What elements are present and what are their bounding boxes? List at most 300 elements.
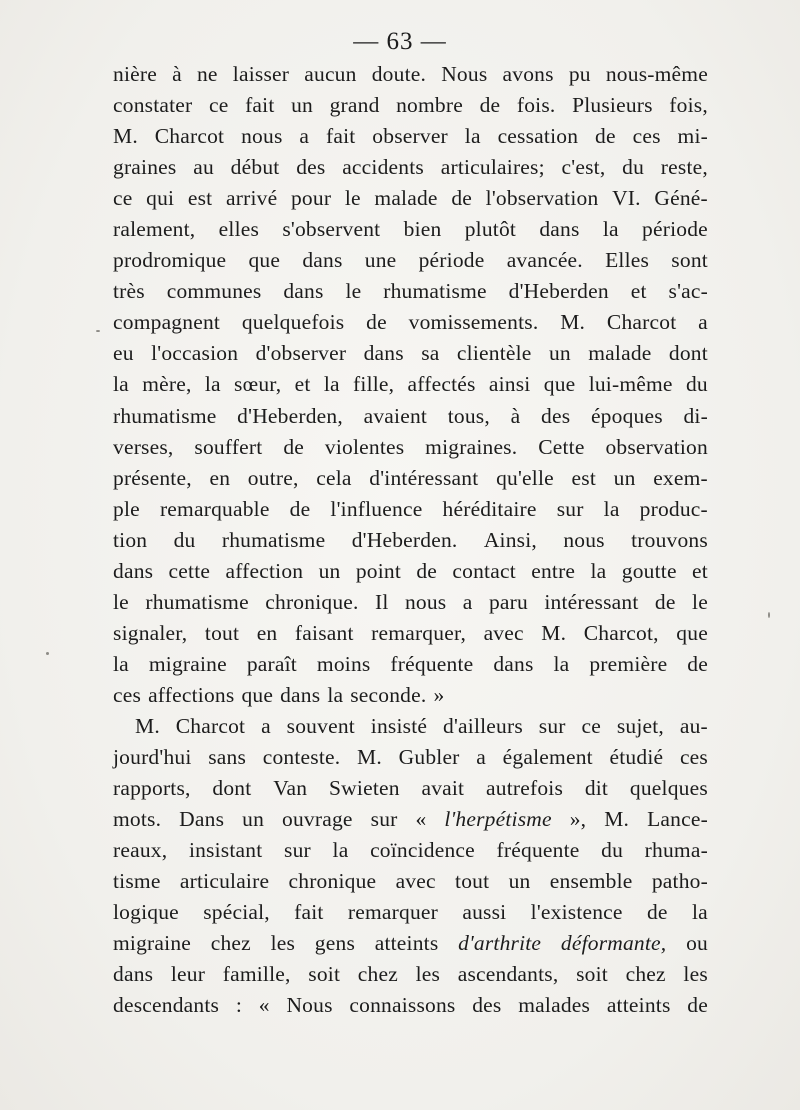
word: la bbox=[602, 217, 619, 242]
word: dans bbox=[493, 651, 534, 676]
word: plutôt bbox=[464, 217, 517, 242]
word: que bbox=[241, 682, 274, 707]
word: quelques bbox=[629, 776, 708, 801]
word: arrivé bbox=[225, 186, 278, 211]
word: pour bbox=[290, 186, 332, 211]
word: pu bbox=[568, 62, 591, 86]
word: nous bbox=[404, 589, 447, 614]
word: de bbox=[646, 900, 668, 925]
text-line bbox=[113, 990, 708, 1021]
text-line bbox=[113, 121, 708, 152]
word: « bbox=[415, 807, 427, 832]
word: Elles bbox=[605, 248, 650, 273]
word: leur bbox=[170, 962, 206, 987]
word: les bbox=[270, 931, 296, 956]
text-line bbox=[113, 649, 708, 680]
word: s'ac- bbox=[668, 279, 708, 304]
word: que bbox=[676, 620, 708, 645]
word: ne bbox=[196, 62, 218, 86]
word: de bbox=[283, 434, 305, 459]
word: dans bbox=[302, 248, 343, 273]
word: la bbox=[553, 651, 570, 676]
word: goutte bbox=[621, 558, 677, 583]
word: au bbox=[193, 155, 214, 180]
word: de bbox=[654, 589, 676, 614]
word: moins bbox=[316, 651, 371, 676]
word: connaissons bbox=[349, 993, 456, 1018]
text-line bbox=[113, 401, 708, 432]
word: atteints bbox=[606, 993, 671, 1018]
word: du bbox=[622, 155, 645, 180]
word: outre, bbox=[247, 465, 299, 490]
word: Il bbox=[375, 589, 389, 614]
word: chronique bbox=[288, 869, 377, 894]
word: sujet, bbox=[616, 713, 665, 738]
word: Géné- bbox=[654, 186, 708, 211]
text-line bbox=[113, 463, 708, 494]
text-line bbox=[113, 928, 708, 959]
word: de bbox=[687, 993, 708, 1018]
word: Nous bbox=[441, 62, 488, 86]
word: malades bbox=[518, 993, 591, 1018]
word: affectés bbox=[407, 372, 476, 397]
page-number: — 63 — bbox=[353, 28, 447, 55]
word: du bbox=[601, 838, 624, 863]
text-line bbox=[113, 773, 708, 804]
word: prodromique bbox=[113, 248, 227, 273]
word: : bbox=[235, 993, 243, 1018]
word: coïncidence bbox=[370, 838, 475, 863]
word: de bbox=[451, 186, 473, 211]
word: ce bbox=[208, 93, 229, 118]
text-line bbox=[113, 59, 708, 90]
word: remarquer, bbox=[371, 620, 467, 645]
word: au- bbox=[679, 713, 708, 738]
word: sur bbox=[538, 713, 566, 738]
word: début bbox=[230, 155, 280, 180]
word: présente, bbox=[113, 465, 192, 490]
word: fait bbox=[325, 124, 356, 149]
word: un bbox=[318, 558, 341, 583]
word: graines bbox=[113, 155, 177, 180]
word: nous bbox=[563, 527, 605, 552]
word: déformante, bbox=[560, 931, 667, 956]
text-line bbox=[113, 90, 708, 121]
word: sur bbox=[284, 838, 311, 863]
word: accidents bbox=[342, 155, 424, 180]
word: a bbox=[476, 745, 486, 770]
word: ascendants, bbox=[457, 962, 559, 987]
word: aucun bbox=[304, 62, 357, 86]
word: rapports, bbox=[113, 776, 191, 801]
word: dit bbox=[584, 776, 609, 801]
text-line bbox=[113, 959, 708, 990]
word: di- bbox=[683, 403, 708, 428]
text-line bbox=[113, 338, 708, 369]
word: fait bbox=[294, 900, 324, 925]
word: d'Heberden bbox=[508, 279, 609, 304]
print-speck bbox=[96, 330, 100, 332]
word: et bbox=[630, 279, 647, 304]
text-line bbox=[113, 245, 708, 276]
text-line bbox=[113, 369, 708, 400]
word: Charcot bbox=[154, 124, 225, 149]
word: ces bbox=[113, 682, 142, 707]
word: cessation bbox=[497, 124, 579, 149]
word: de bbox=[366, 310, 387, 335]
word: « bbox=[258, 993, 270, 1018]
word: très bbox=[113, 279, 145, 304]
word: jourd'hui bbox=[113, 745, 192, 770]
word: avait bbox=[421, 776, 465, 801]
word: rhumatisme bbox=[221, 527, 326, 552]
word: l'herpétisme bbox=[444, 807, 552, 832]
word: et bbox=[294, 372, 311, 397]
word: avancée. bbox=[506, 248, 583, 273]
word: ce bbox=[113, 186, 133, 211]
word: les bbox=[415, 962, 441, 987]
word: clientèle bbox=[456, 341, 532, 366]
word: l'existence bbox=[530, 900, 623, 925]
text-line bbox=[113, 276, 708, 307]
word: famille, bbox=[222, 962, 291, 987]
word: grand bbox=[329, 93, 380, 118]
text-line bbox=[113, 897, 708, 928]
word: des bbox=[296, 155, 326, 180]
word: nous-même bbox=[605, 62, 708, 86]
word: le bbox=[692, 589, 708, 614]
word: Nous bbox=[286, 993, 333, 1018]
word: un bbox=[291, 93, 313, 118]
print-speck bbox=[768, 612, 770, 618]
word: patho- bbox=[651, 869, 708, 894]
word: à bbox=[510, 403, 521, 428]
word: quelquefois bbox=[241, 310, 345, 335]
word: mère, bbox=[142, 372, 192, 397]
word: compagnent bbox=[113, 310, 221, 335]
word: elles bbox=[218, 217, 260, 242]
word: d'Heberden. bbox=[351, 527, 458, 552]
word: violentes bbox=[324, 434, 405, 459]
word: époques bbox=[590, 403, 663, 428]
word: un bbox=[242, 807, 265, 832]
word: sans bbox=[208, 745, 247, 770]
word: la bbox=[464, 124, 481, 149]
word: ces bbox=[679, 745, 708, 770]
word: la bbox=[204, 372, 221, 397]
word: de bbox=[479, 93, 501, 118]
word: et bbox=[692, 558, 708, 583]
word: constater bbox=[113, 93, 193, 118]
word: Charcot bbox=[606, 310, 677, 335]
word: soit bbox=[308, 962, 341, 987]
word: également bbox=[502, 745, 593, 770]
word: articulaire bbox=[179, 869, 270, 894]
print-speck bbox=[46, 652, 49, 655]
word: que bbox=[248, 248, 281, 273]
word: les bbox=[683, 962, 708, 987]
word: sont bbox=[671, 248, 708, 273]
word: malade bbox=[588, 341, 652, 366]
word: fréquente bbox=[496, 838, 580, 863]
word: reste, bbox=[660, 155, 708, 180]
word: de bbox=[595, 124, 616, 149]
word: Van bbox=[273, 776, 308, 801]
word: a bbox=[261, 713, 271, 738]
word: d'intéressant bbox=[369, 465, 479, 490]
word: qui bbox=[146, 186, 175, 211]
word: la bbox=[332, 838, 349, 863]
word: insistant bbox=[188, 838, 263, 863]
word: chez bbox=[357, 962, 398, 987]
word: Swieten bbox=[329, 776, 400, 801]
word: laisser bbox=[232, 62, 290, 86]
word: fait bbox=[245, 93, 275, 118]
word: ple bbox=[113, 496, 140, 521]
text-line bbox=[113, 494, 708, 525]
word: atteints bbox=[374, 931, 439, 956]
text-line bbox=[113, 307, 708, 338]
word: reaux, bbox=[113, 838, 168, 863]
word: migraines. bbox=[425, 434, 518, 459]
word: intéressant bbox=[544, 589, 639, 614]
word: étudié bbox=[609, 745, 664, 770]
word: ces bbox=[632, 124, 661, 149]
word: migraine bbox=[113, 931, 192, 956]
text-line bbox=[113, 742, 708, 773]
word: conteste. bbox=[262, 745, 341, 770]
word: chronique. bbox=[265, 589, 359, 614]
word: d'observer bbox=[255, 341, 347, 366]
word: M. bbox=[135, 713, 160, 738]
word: vomissements. bbox=[408, 310, 539, 335]
word: faisant bbox=[294, 620, 354, 645]
word: d'Heberden, bbox=[237, 403, 343, 428]
text-line bbox=[113, 804, 708, 835]
word: s'observent bbox=[282, 217, 381, 242]
word: ou bbox=[686, 931, 708, 956]
word: souffert bbox=[194, 434, 263, 459]
word: dans bbox=[280, 682, 321, 707]
word: affection bbox=[225, 558, 304, 583]
word: ensemble bbox=[549, 869, 633, 894]
word: remarquable bbox=[159, 496, 270, 521]
word: c'est, bbox=[561, 155, 606, 180]
word: tion bbox=[113, 527, 148, 552]
word: M. bbox=[604, 807, 630, 832]
word: insisté bbox=[370, 713, 428, 738]
word: M. bbox=[113, 124, 138, 149]
word: de bbox=[289, 496, 311, 521]
word: descendants bbox=[113, 993, 220, 1018]
word: période bbox=[418, 248, 485, 273]
word: la bbox=[691, 900, 708, 925]
body-text bbox=[113, 59, 708, 1021]
word: le bbox=[113, 589, 129, 614]
word: fréquente bbox=[390, 651, 474, 676]
word: avaient bbox=[363, 403, 428, 428]
word: lui-même bbox=[588, 372, 673, 397]
word: le bbox=[344, 186, 361, 211]
text-line bbox=[113, 556, 708, 587]
word: sœur, bbox=[234, 372, 282, 397]
word: une bbox=[364, 248, 397, 273]
word: de bbox=[687, 651, 708, 676]
word: de bbox=[416, 558, 438, 583]
word: à bbox=[172, 62, 182, 86]
text-line bbox=[113, 183, 708, 214]
text-line bbox=[113, 866, 708, 897]
word: tous, bbox=[447, 403, 490, 428]
word: bien bbox=[403, 217, 442, 242]
word: est bbox=[571, 465, 596, 490]
word: trouvons bbox=[631, 527, 708, 552]
word: du bbox=[173, 527, 196, 552]
text-line bbox=[113, 432, 708, 463]
word: soit bbox=[576, 962, 608, 987]
word: Gubler bbox=[398, 745, 460, 770]
word: Ainsi, bbox=[483, 527, 537, 552]
text-line bbox=[113, 680, 708, 711]
word: rhumatisme bbox=[383, 279, 487, 304]
text-line bbox=[113, 587, 708, 618]
word: fois. bbox=[516, 93, 556, 118]
word: du bbox=[685, 372, 708, 397]
word: dont bbox=[212, 776, 252, 801]
word: d'ailleurs bbox=[443, 713, 523, 738]
word: souvent bbox=[286, 713, 355, 738]
word: Plusieurs bbox=[572, 93, 653, 118]
word: l'influence bbox=[330, 496, 423, 521]
word: observation bbox=[605, 434, 708, 459]
word: contact bbox=[452, 558, 516, 583]
word: la bbox=[590, 558, 607, 583]
word: Charcot, bbox=[583, 620, 659, 645]
word: affections bbox=[148, 682, 235, 707]
word: fois, bbox=[669, 93, 708, 118]
word: tout bbox=[455, 869, 490, 894]
word: chez bbox=[210, 931, 251, 956]
word: point bbox=[355, 558, 402, 583]
word: exem- bbox=[653, 465, 708, 490]
word: rhuma- bbox=[644, 838, 708, 863]
word: la bbox=[113, 372, 129, 397]
word: dans bbox=[283, 279, 324, 304]
word: cela bbox=[316, 465, 352, 490]
word: verses, bbox=[113, 434, 174, 459]
word: en bbox=[256, 620, 278, 645]
text-line bbox=[113, 618, 708, 649]
word: seconde. bbox=[350, 682, 427, 707]
word: un bbox=[508, 869, 531, 894]
word: cette bbox=[168, 558, 211, 583]
word: gens bbox=[314, 931, 356, 956]
word: tisme bbox=[113, 869, 161, 894]
word: spécial, bbox=[203, 900, 270, 925]
word: première bbox=[589, 651, 668, 676]
word: migraine bbox=[148, 651, 227, 676]
word: articulaires; bbox=[440, 155, 545, 180]
word: dans bbox=[539, 217, 580, 242]
word: chez bbox=[625, 962, 666, 987]
word: avons bbox=[502, 62, 554, 86]
word: l'observation bbox=[485, 186, 599, 211]
word: tout bbox=[204, 620, 240, 645]
word: la bbox=[327, 682, 344, 707]
word: VI. bbox=[612, 186, 641, 211]
word: produc- bbox=[639, 496, 708, 521]
word: mots. bbox=[113, 807, 162, 832]
word: période bbox=[642, 217, 708, 242]
text-line bbox=[113, 525, 708, 556]
word: ainsi bbox=[488, 372, 531, 397]
word: entre bbox=[531, 558, 576, 583]
word: a bbox=[299, 124, 310, 149]
text-line bbox=[113, 835, 708, 866]
word: dans bbox=[113, 962, 154, 987]
word: dans bbox=[113, 558, 154, 583]
word: des bbox=[472, 993, 502, 1018]
word: paru bbox=[488, 589, 528, 614]
word: a bbox=[462, 589, 473, 614]
word: paraît bbox=[246, 651, 297, 676]
word: ralement, bbox=[113, 217, 196, 242]
word: autrefois bbox=[486, 776, 564, 801]
word: en bbox=[209, 465, 231, 490]
word: signaler, bbox=[113, 620, 188, 645]
word: a bbox=[698, 310, 708, 335]
word: dont bbox=[668, 341, 708, 366]
word: dans bbox=[363, 341, 404, 366]
word: M. bbox=[541, 620, 567, 645]
word: observer bbox=[372, 124, 448, 149]
word: nous bbox=[241, 124, 283, 149]
word: sur bbox=[370, 807, 398, 832]
word: la bbox=[603, 496, 620, 521]
text-line bbox=[113, 214, 708, 245]
word: communes bbox=[166, 279, 262, 304]
word: est bbox=[187, 186, 213, 211]
word: sur bbox=[556, 496, 584, 521]
text-line bbox=[113, 711, 708, 742]
word: des bbox=[541, 403, 571, 428]
word: d'arthrite bbox=[458, 931, 542, 956]
word: M. bbox=[357, 745, 382, 770]
word: fille, bbox=[353, 372, 395, 397]
word: l'occasion bbox=[151, 341, 239, 366]
word: ce bbox=[581, 713, 601, 738]
word: », bbox=[569, 807, 587, 832]
word: Lance- bbox=[647, 807, 708, 832]
word: la bbox=[113, 651, 129, 676]
word: un bbox=[613, 465, 636, 490]
word: rhumatisme bbox=[113, 403, 217, 428]
word: héréditaire bbox=[442, 496, 537, 521]
word: mi- bbox=[677, 124, 708, 149]
word: aussi bbox=[462, 900, 507, 925]
word: avec bbox=[483, 620, 524, 645]
word: doute. bbox=[371, 62, 427, 86]
word: Dans bbox=[179, 807, 225, 832]
word: rhumatisme bbox=[145, 589, 249, 614]
word: la bbox=[323, 372, 340, 397]
text-line bbox=[113, 152, 708, 183]
word: sa bbox=[421, 341, 440, 366]
word: logique bbox=[113, 900, 179, 925]
word: qu'elle bbox=[496, 465, 554, 490]
word: malade bbox=[374, 186, 438, 211]
word: le bbox=[345, 279, 362, 304]
